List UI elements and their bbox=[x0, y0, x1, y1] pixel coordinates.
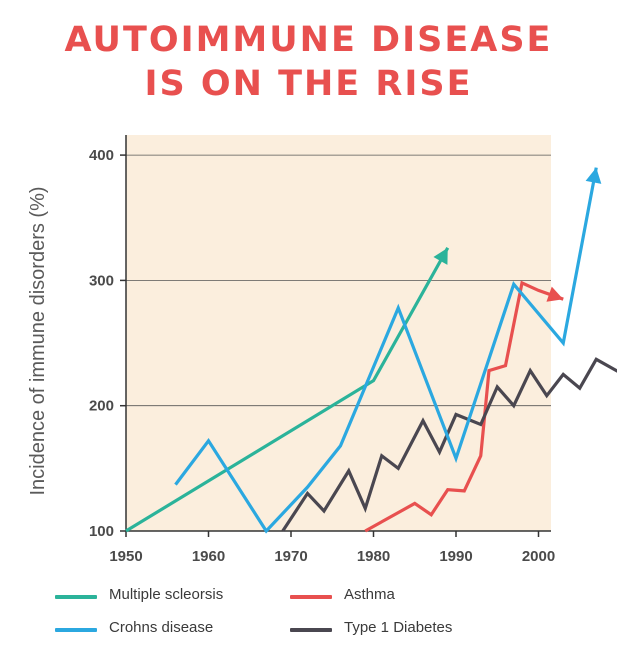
x-tick-label: 1950 bbox=[109, 548, 143, 565]
legend-swatch bbox=[290, 628, 332, 632]
x-tick-label: 1980 bbox=[356, 548, 391, 565]
legend-label: Multiple scleorsis bbox=[109, 586, 224, 603]
y-tick-label: 400 bbox=[88, 147, 114, 165]
y-axis-label: Incidence of immune disorders (%) bbox=[27, 186, 49, 496]
chart-title-line-1: AUTOIMMUNE DISEASE bbox=[64, 20, 553, 60]
y-tick-label: 100 bbox=[88, 523, 114, 540]
legend-swatch bbox=[290, 595, 332, 599]
legend-swatch bbox=[55, 628, 97, 632]
x-tick-label: 1990 bbox=[439, 548, 473, 565]
series-arrowhead-crohns-disease bbox=[586, 168, 602, 184]
legend-label: Asthma bbox=[344, 586, 395, 603]
y-tick-label: 300 bbox=[88, 272, 114, 290]
legend-swatch bbox=[55, 595, 97, 599]
plot-background bbox=[126, 135, 551, 531]
chart-title-line-2: IS ON THE RISE bbox=[144, 64, 473, 104]
x-tick-label: 2000 bbox=[521, 548, 556, 565]
x-tick-label: 1970 bbox=[274, 548, 308, 565]
x-tick-label: 1960 bbox=[191, 548, 226, 565]
legend-label: Crohns disease bbox=[109, 619, 214, 636]
y-tick-label: 200 bbox=[88, 397, 114, 415]
legend-label: Type 1 Diabetes bbox=[344, 619, 453, 636]
